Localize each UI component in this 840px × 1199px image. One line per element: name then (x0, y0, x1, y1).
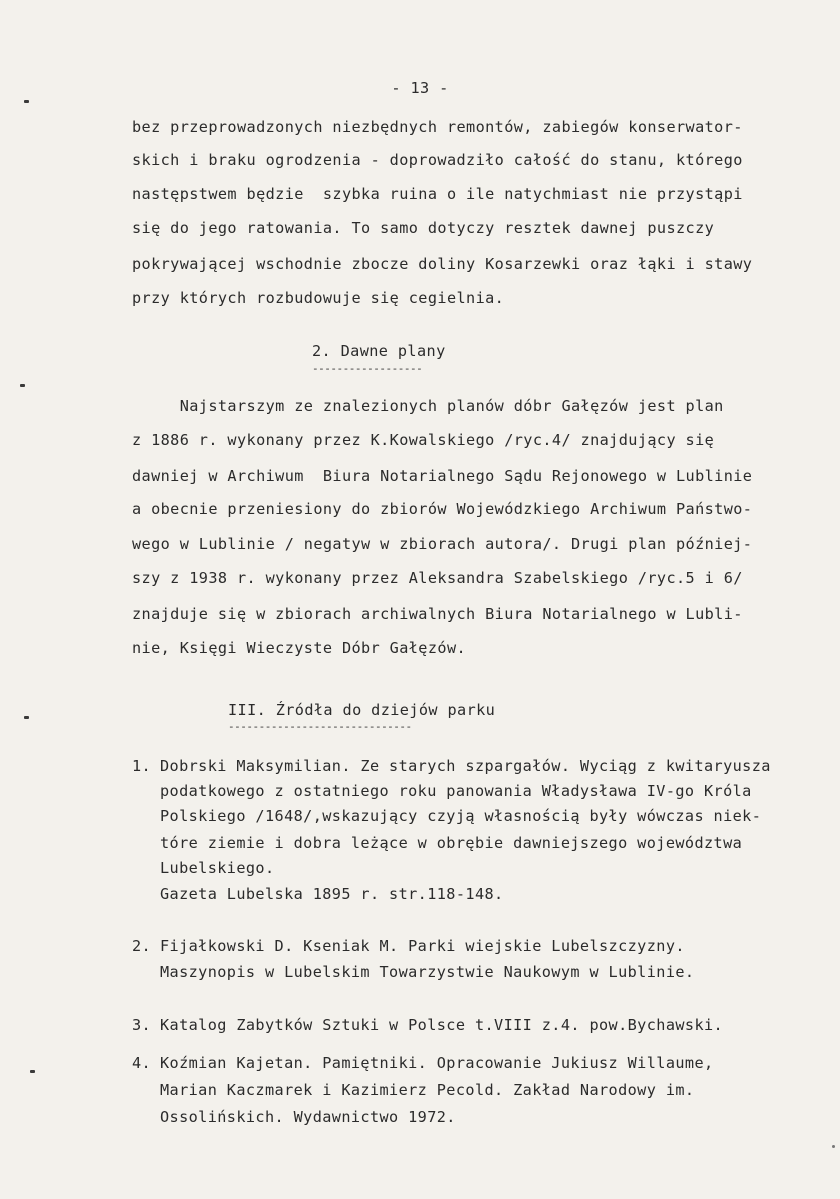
heading-underline: ------------------ (312, 362, 423, 375)
list-item-line: Polskiego /1648/,wskazujący czyją własnością były wówczas niek- (160, 807, 762, 825)
list-item-line: Gazeta Lubelska 1895 r. str.118-148. (160, 885, 504, 903)
list-item-line: Dobrski Maksymilian. Ze starych szpargałów. Wyciąg z kwitaryusza (160, 757, 771, 775)
list-item-line: Marian Kaczmarek i Kazimierz Pecold. Zakład Narodowy im. (160, 1081, 695, 1099)
text-line: wego w Lublinie / negatyw w zbiorach autora/. Drugi plan później- (132, 535, 753, 553)
section-heading: III. Źródła do dziejów parku (228, 701, 496, 719)
margin-mark (24, 100, 29, 103)
text-line: skich i braku ogrodzenia - doprowadziło całość do stanu, którego (132, 151, 743, 169)
section-heading: 2. Dawne plany (312, 342, 446, 360)
text-line: następstwem będzie szybka ruina o ile natychmiast nie przystąpi (132, 185, 743, 203)
text-line: nie, Księgi Wieczyste Dóbr Gałęzów. (132, 639, 467, 657)
margin-mark (24, 716, 29, 719)
list-item-line: Maszynopis w Lubelskim Towarzystwie Naukowym w Lublinie. (160, 963, 695, 981)
text-line: dawniej w Archiwum Biura Notarialnego Sądu Rejonowego w Lublinie (132, 467, 753, 485)
margin-mark (832, 1145, 835, 1148)
text-line: znajduje się w zbiorach archiwalnych Biura Notarialnego w Lubli- (132, 605, 743, 623)
page-number: - 13 - (391, 79, 449, 97)
list-item-line: Koźmian Kajetan. Pamiętniki. Opracowanie Jukiusz Willaume, (160, 1054, 714, 1072)
text-line: szy z 1938 r. wykonany przez Aleksandra Szabelskiego /ryc.5 i 6/ (132, 569, 743, 587)
list-item-number: 3. (132, 1016, 152, 1034)
heading-underline: ------------------------------ (228, 720, 412, 733)
list-item-number: 2. (132, 937, 152, 955)
list-item-line: podatkowego z ostatniego roku panowania Władysława IV-go Króla (160, 782, 752, 800)
text-line: z 1886 r. wykonany przez K.Kowalskiego /ryc.4/ znajdujący się (132, 431, 715, 449)
text-line: a obecnie przeniesiony do zbiorów Wojewódzkiego Archiwum Państwo- (132, 500, 753, 518)
list-item-number: 1. (132, 757, 152, 775)
text-line: Najstarszym ze znalezionych planów dóbr Gałęzów jest plan (132, 397, 724, 415)
text-line: pokrywającej wschodnie zbocze doliny Kosarzewki oraz łąki i stawy (132, 255, 753, 273)
list-item-line: Fijałkowski D. Kseniak M. Parki wiejskie Lubelszczyzny. (160, 937, 685, 955)
list-item-line: Lubelskiego. (160, 859, 275, 877)
list-item-line: Katalog Zabytków Sztuki w Polsce t.VIII z.4. pow.Bychawski. (160, 1016, 724, 1034)
list-item-line: Ossolińskich. Wydawnictwo 1972. (160, 1108, 456, 1126)
list-item-line: tóre ziemie i dobra leżące w obrębie dawniejszego województwa (160, 834, 743, 852)
text-line: przy których rozbudowuje się cegielnia. (132, 289, 505, 307)
text-line: się do jego ratowania. To samo dotyczy resztek dawnej puszczy (132, 219, 715, 237)
list-item-number: 4. (132, 1054, 152, 1072)
margin-mark (30, 1070, 35, 1073)
margin-mark (20, 384, 25, 387)
text-line: bez przeprowadzonych niezbędnych remontów, zabiegów konserwator- (132, 118, 743, 136)
